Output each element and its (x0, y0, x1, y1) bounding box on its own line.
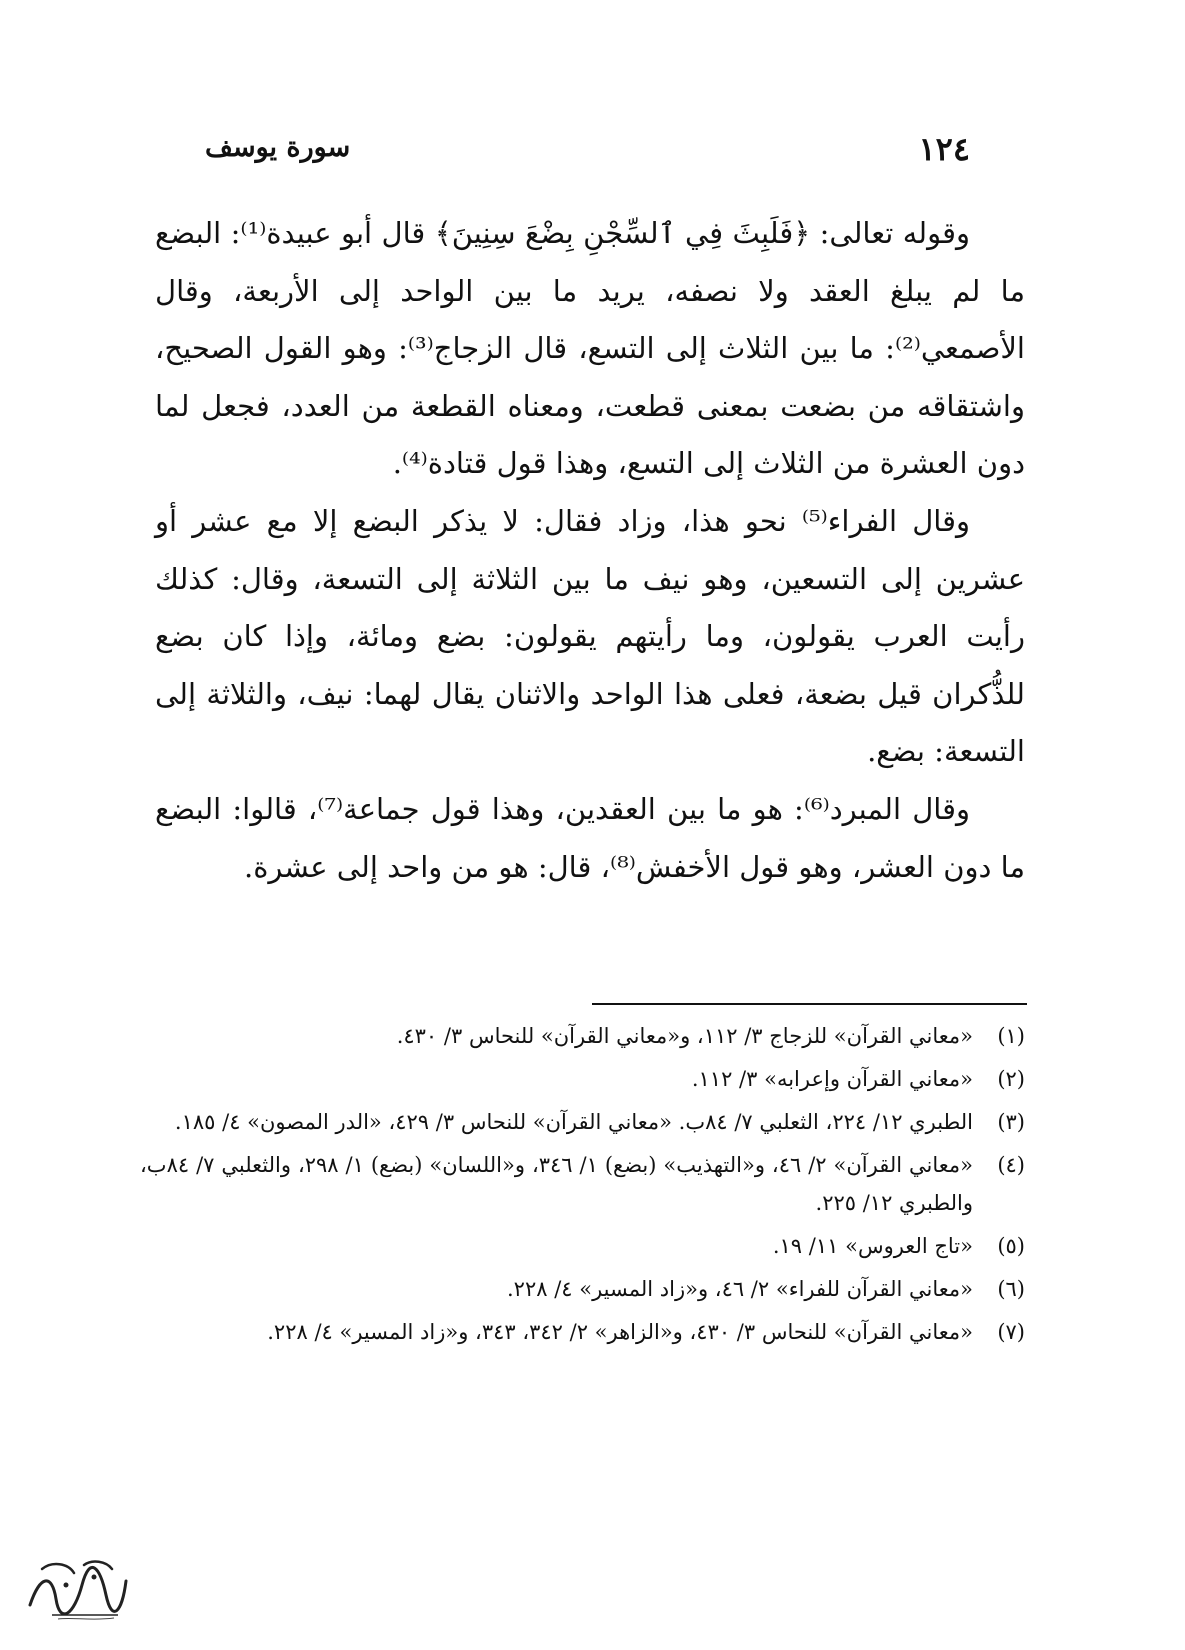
footnote (140, 1017, 1025, 1055)
footnote-number: (٢) (997, 1067, 1025, 1091)
footnote-divider (592, 1003, 1027, 1005)
footnote-text: «معاني القرآن وإعرابه» ٣/ ١١٢. (691, 1067, 973, 1091)
footnote (140, 1103, 1025, 1141)
library-stamp-graphic (22, 1555, 132, 1623)
footnote-number: (٥) (997, 1234, 1025, 1258)
footnote-text: «معاني القرآن للفراء» ٢/ ٤٦، و«زاد المسير» ٤/ ٢٢٨. (506, 1277, 973, 1301)
surah-title: سورة يوسف (205, 132, 351, 163)
footnote-text: «معاني القرآن» ٢/ ٤٦، و«التهذيب» (بضع) ١/ ٣٤٦، و«اللسان» (بضع) ١/ ٢٩٨، والثعلبي ٧/ ٨٤ب، والطبري ١٢/ ٢٢٥. (140, 1153, 973, 1215)
paragraph: وقوله تعالى: ﴿فَلَبِثَ فِي ٱلسِّجْنِ بِضْعَ سِنِينَ﴾ قال أبو عبيدة⁽¹⁾: البضع ما لم يبلغ العقد ولا نصفه، يريد ما بين الواحد إلى الأربعة، وقال الأصمعي⁽²⁾: ما بين الثلاث إلى التسع، قال الزجاج⁽³⁾: وهو القول الصحيح، واشتقاقه من بضعت بمعنى قطعت، ومعناه القطعة من العدد، فجعل لما دون العشرة من الثلاث إلى التسع، وهذا قول قتادة⁽⁴⁾. (155, 216, 1025, 481)
footnote-text: «معاني القرآن» للنحاس ٣/ ٤٣٠، و«الزاهر» ٢/ ٣٤٢، ٣٤٣، و«زاد المسير» ٤/ ٢٢٨. (267, 1320, 973, 1344)
footnote (140, 1060, 1025, 1098)
footnote (140, 1227, 1025, 1265)
page-header (205, 130, 970, 180)
paragraph: وقال الفراء⁽⁵⁾ نحو هذا، وزاد فقال: لا يذكر البضع إلا مع عشر أو عشرين إلى التسعين، وهو نيف ما بين الثلاثة إلى التسعة، وقال: كذلك رأيت العرب يقولون، وما رأيتهم يقولون: بضع ومائة، وإذا كان بضع للذُّكران قيل بضعة، فعلى هذا الواحد والاثنان يقال لهما: نيف، والثلاثة إلى التسعة: بضع. (155, 503, 1025, 769)
main-text (155, 205, 1025, 896)
footnotes (140, 1017, 1025, 1356)
footnote-number: (١) (997, 1024, 1025, 1048)
footnote-number: (٦) (997, 1277, 1025, 1301)
footnote (140, 1146, 1025, 1222)
footnote-number: (٤) (997, 1153, 1025, 1177)
footnote-text: الطبري ١٢/ ٢٢٤، الثعلبي ٧/ ٨٤ب. «معاني القرآن» للنحاس ٣/ ٤٢٩، «الدر المصون» ٤/ ١٨٥. (174, 1110, 973, 1134)
footnote-number: (٧) (997, 1320, 1025, 1344)
library-stamp-icon (22, 1555, 132, 1623)
footnote-number: (٣) (997, 1110, 1025, 1134)
footnote (140, 1313, 1025, 1351)
page-number: ١٢٤ (918, 130, 970, 168)
footnote-text: «تاج العروس» ١١/ ١٩. (772, 1234, 973, 1258)
footnote-text: «معاني القرآن» للزجاج ٣/ ١١٢، و«معاني القرآن» للنحاس ٣/ ٤٣٠. (396, 1024, 973, 1048)
paragraph: وقال المبرد⁽⁶⁾: هو ما بين العقدين، وهذا قول جماعة⁽⁷⁾، قالوا: البضع ما دون العشر، وهو قول الأخفش⁽⁸⁾، قال: هو من واحد إلى عشرة. (155, 791, 1025, 884)
footnote (140, 1270, 1025, 1308)
